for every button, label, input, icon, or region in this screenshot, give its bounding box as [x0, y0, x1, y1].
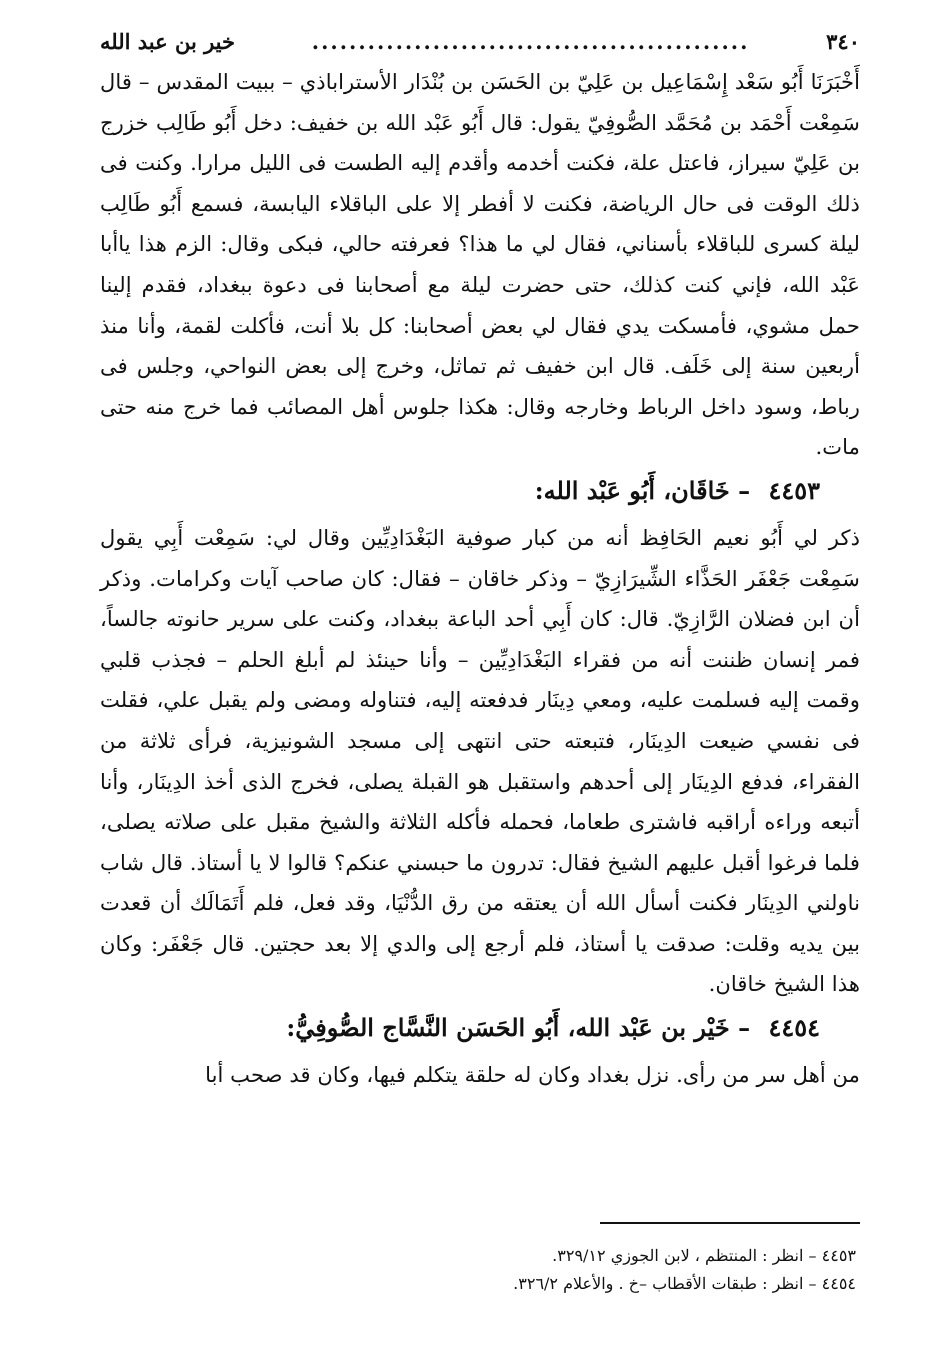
paragraph-1: أَخْبَرَنَا أَبُو سَعْد إِسْمَاعِيل بن عَلِيّ بن الحَسَن بن بُنْدَار الأستراباذي – ببيت المقدس – قال سَمِعْت أَحْمَد بن مُحَمَّد الصُّوفِيّ يقول: قال أَبُو عَبْد الله بن خفيف: دخل أَبُو طَالِب خزرج بن عَلِيّ سيراز، فاعتل علة، فكنت أخدمه وأقدم إليه الطست فى الليل مرارا. وكنت فى ذلك الوقت فى حال الرياضة، فكنت لا أفطر إلا على الباقلاء اليابسة، فسمع أَبُو طَالِب ليلة كسرى للباقلاء بأسناني، فقال لي ما هذا؟ فعرفته حالي، فبكى وقال: الزم هذا ياأبا عَبْد الله، فإني كنت كذلك، حتى حضرت ليلة مع أصحابنا فى دعوة ببغداد، فقدم إلينا حمل مشوي، فأمسكت يدي فقال لي بعض أصحابنا: كل بلا أنت، فأكلت لقمة، وأنا منذ أربعين سنة إلى خَلَف. قال ابن خفيف ثم تماثل، وخرج إلى بعض النواحي، وجلس فى رباط، وسود داخل الرباط وخارجه وقال: هكذا جلوس أهل المصائب فما خرج منه حتى مات. — [100, 69, 861, 460]
footnote-4454: ٤٤٥٤ – انظر : طبقات الأقطاب –خ . والأعلام ٣٢٦/٢. — [513, 1274, 856, 1293]
entry-name: خَاقَان، أَبُو عَبْد الله: — [534, 475, 730, 505]
paragraph-3: من أهل سر من رأى. نزل بغداد وكان له حلقة يتكلم فيها، وكان قد صحب أبا — [205, 1062, 860, 1088]
entry-number: ٤٤٥٤ — [768, 1013, 820, 1043]
entry-number: ٤٤٥٣ — [768, 475, 820, 505]
entry-dash: – — [738, 475, 751, 505]
paragraph-2: ذكر لي أَبُو نعيم الحَافِظ أنه من كبار صوفية البَغْدَادِيِّين وقال لي: سَمِعْت أَبِي يقول سَمِعْت جَعْفَر الحَذَّاء الشِّيرَازِيّ – وذكر خاقان – فقال: كان صاحب آيات وكرامات. وذكر أن ابن فضلان الرَّازِيّ. قال: كان أَبِي أحد الباعة ببغداد، وكنت على سرير حانوته جالساً، فمر إنسان ظننت أنه من فقراء البَغْدَادِيِّين – وأنا حينئذ لم أبلغ الحلم – فجذب قلبي وقمت إليه فسلمت عليه، ومعي دِينَار فدفعته إليه، فتناوله ومضى ولم يقبل علي، فقلت فى نفسي ضيعت الدِينَار، فتبعته حتى انتهى إلى مسجد الشونيزية، فرأى ثلاثة من الفقراء، فدفع الدِينَار إلى أحدهم واستقبل هو القبلة يصلى، فخرج الذى أخذ الدِينَار، وأنا أتبعه وراءه أراقبه فاشترى طعاما، فحمله فأكله الثلاثة والشيخ مقبل على صلاته يصلى، فلما فرغوا أقبل عليهم الشيخ فقال: تدرون ما حبسني عنكم؟ قالوا لا يا أستاذ. قال شاب ناولني الدِينَار فكنت أسأل الله أن يعتقه من رق الدُّنْيَا، وقد فعل، فلم أَتَمَالَك أن قعدت بين يديه وقلت: صدقت يا أستاذ، فلم أرجع إلى والدي إلا بعد حجتين. قال جَعْفَر: وكان هذا الشيخ خاقان. — [100, 524, 860, 997]
footnote-divider — [600, 1222, 860, 1224]
footnote-4453: ٤٤٥٣ – انظر : المنتظم ، لابن الجوزي ٣٢٩/١٢. — [552, 1246, 856, 1265]
header-leader-dots: ............................................... — [311, 29, 750, 54]
footnotes-section — [100, 1222, 860, 1298]
entry-dash: – — [738, 1013, 751, 1043]
book-page — [100, 22, 860, 1332]
entry-name: خَيْر بن عَبْد الله، أَبُو الحَسَن النَّسَّاج الصُّوفِيُّ: — [286, 1013, 730, 1043]
page-number: ٣٤٠ — [826, 29, 860, 54]
entry-heading-4454 — [100, 1007, 860, 1049]
page-header — [100, 22, 860, 62]
running-title: خير بن عبد الله — [100, 29, 236, 54]
entry-heading-4453 — [100, 470, 860, 512]
